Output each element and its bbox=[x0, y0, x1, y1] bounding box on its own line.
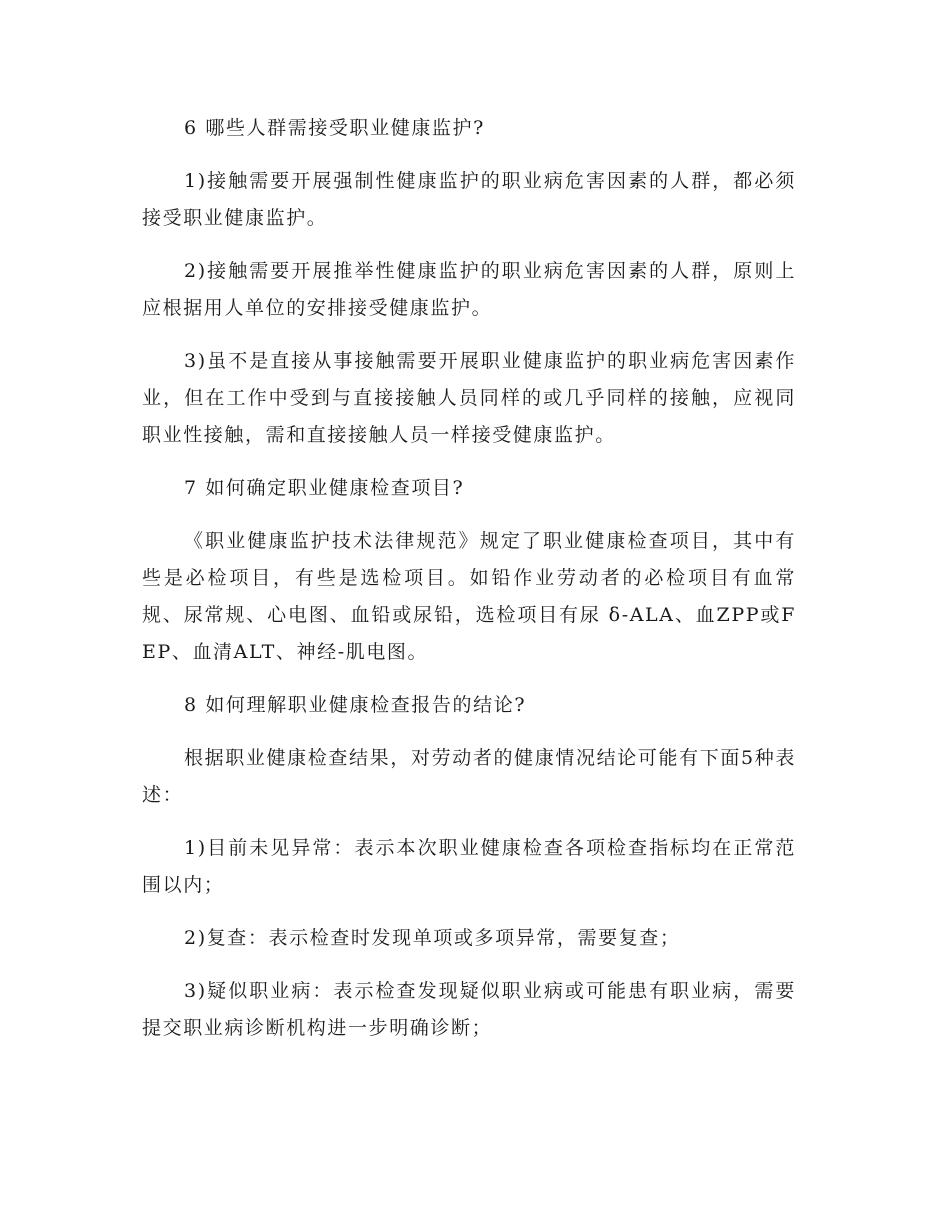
paragraph: 根据职业健康检查结果，对劳动者的健康情况结论可能有下面5种表述： bbox=[142, 747, 796, 806]
section-heading-7: 7 如何确定职业健康检查项目? bbox=[184, 477, 465, 499]
section-heading-6: 6 哪些人群需接受职业健康监护? bbox=[184, 117, 485, 139]
paragraph: 2)接触需要开展推举性健康监护的职业病危害因素的人群，原则上应根据用人单位的安排接受健康监护。 bbox=[142, 260, 796, 319]
paragraph: 3)虽不是直接从事接触需要开展职业健康监护的职业病危害因素作业，但在工作中受到与直接接触人员同样的或几乎同样的接触，应视同职业性接触，需和直接接触人员一样接受健康监护。 bbox=[142, 350, 796, 446]
paragraph: 1)目前未见异常：表示本次职业健康检查各项检查指标均在正常范围以内； bbox=[142, 837, 796, 896]
document-page bbox=[142, 110, 796, 1063]
paragraph: 1)接触需要开展强制性健康监护的职业病危害因素的人群，都必须接受职业健康监护。 bbox=[142, 170, 796, 229]
paragraph: 《职业健康监护技术法律规范》规定了职业健康检查项目，其中有些是必检项目，有些是选检项目。如铅作业劳动者的必检项目有血常规、尿常规、心电图、血铅或尿铅，选检项目有尿 δ-ALA、血ZPP或FEP、血清ALT、神经-肌电图。 bbox=[142, 530, 796, 663]
paragraph: 2)复查：表示检查时发现单项或多项异常，需要复查； bbox=[184, 927, 681, 949]
paragraph: 3)疑似职业病：表示检查发现疑似职业病或可能患有职业病，需要提交职业病诊断机构进一步明确诊断； bbox=[142, 980, 796, 1039]
section-heading-8: 8 如何理解职业健康检查报告的结论? bbox=[184, 694, 527, 716]
